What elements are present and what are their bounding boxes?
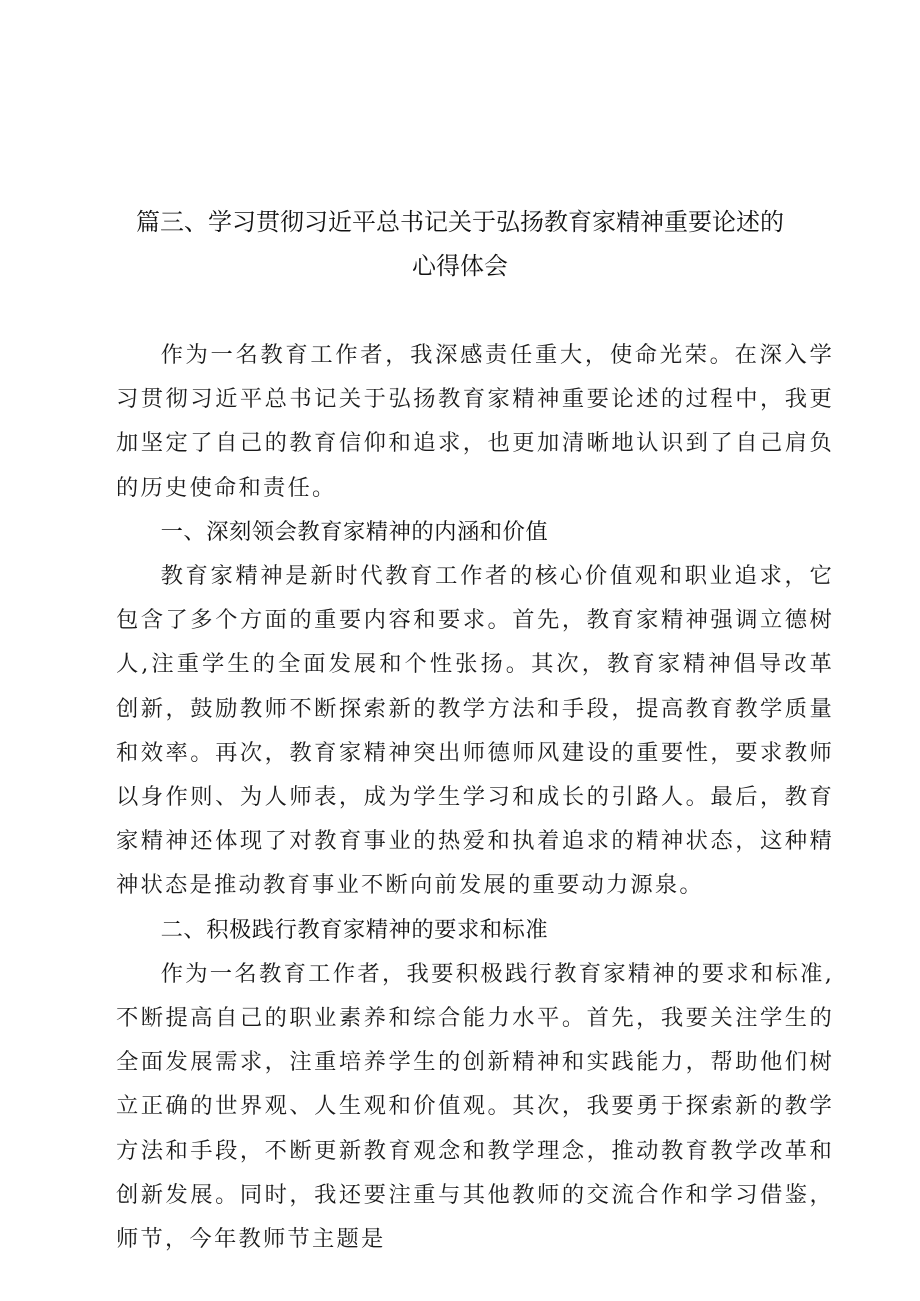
section1-paragraph: 教育家精神是新时代教育工作者的核心价值观和职业追求，它包含了多个方面的重要内容和要求。首先，教育家精神强调立德树人,注重学生的全面发展和个性张扬。其次，教育家精神倡导改革创新，鼓励教师不断探索新的教学方法和手段，提高教育教学质量和效率。再次，教育家精神突出师德师风建设的重要性，要求教师以身作则、为人师表，成为学生学习和成长的引路人。最后，教育家精神还体现了对教育事业的热爱和执着追求的精神状态，这种精神状态是推动教育事业不断向前发展的重要动力源泉。 (116, 563, 834, 899)
document-title-line1: 篇三、学习贯彻习近平总书记关于弘扬教育家精神重要论述的 (136, 208, 784, 236)
intro-paragraph: 作为一名教育工作者，我深感责任重大，使命光荣。在深入学习贯彻习近平总书记关于弘扬教育家精神重要论述的过程中，我更加坚定了自己的教育信仰和追求，也更加清晰地认识到了自己肩负的历史使命和责任。 (116, 342, 834, 501)
section2-heading: 二、积极践行教育家精神的要求和标准 (160, 916, 549, 943)
document-body (116, 333, 834, 1261)
document-title-line2: 心得体会 (412, 252, 508, 280)
section2-paragraph: 作为一名教育工作者，我要积极践行教育家精神的要求和标准,不断提高自己的职业素养和综合能力水平。首先，我要关注学生的全面发展需求，注重培养学生的创新精神和实践能力，帮助他们树立正确的世界观、人生观和价值观。其次，我要勇于探索新的教学方法和手段，不断更新教育观念和教学理念，推动教育教学改革和创新发展。同时，我还要注重与其他教师的交流合作和学习借鉴，师节，今年教师节主题是 (116, 960, 834, 1253)
section1-heading: 一、深刻领会教育家精神的内涵和价值 (160, 518, 549, 545)
